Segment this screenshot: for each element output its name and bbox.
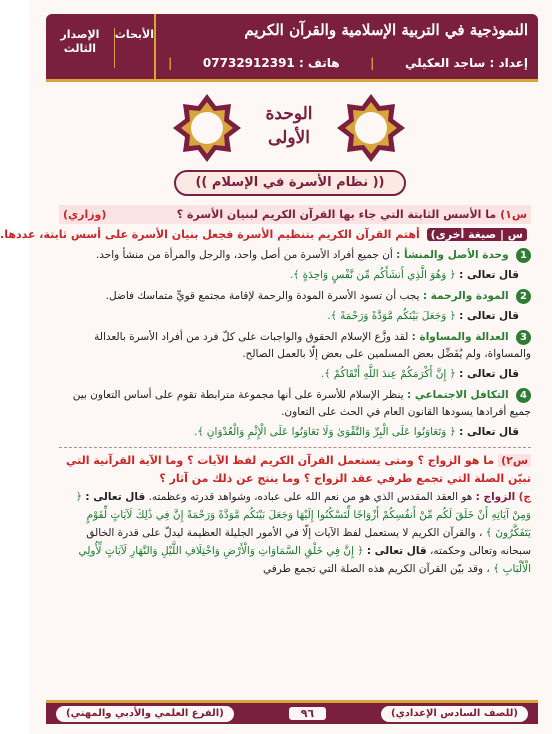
page-footer (46, 700, 538, 724)
unit-title (241, 102, 337, 150)
list-item (59, 387, 531, 421)
section-divider (59, 447, 531, 448)
answer-definition: هو العقد المقدس الذي هو من نعم الله على عباده، وشواهد قدرته وعظمته. (148, 491, 473, 503)
page-number: ٩٦ (289, 707, 326, 720)
question-1-text: ما الأسس الثابتة التي جاء بها القرآن الكريم لبنيان الأسرة ؟ (176, 208, 497, 221)
verse-text: ﴿ وَهُوَ الَّذِي أَنشَأَكُم مِّن نَّفْسٍ وَاحِدَةٍ ﴾. (289, 269, 456, 281)
item-number: 1 (516, 248, 531, 263)
header-main (156, 14, 538, 82)
list-item (59, 247, 531, 264)
question-2-text: ما هو الزواج ؟ ومتى يستعمل القرآن الكريم لفظ الآيات ؟ وما الآية القرآنية التي تبيّن الصلة التي تجمع طرفي عقد الزواج ؟ وما ينتج عن ذلك من آثار ؟ (66, 454, 531, 485)
info-separator: | (370, 56, 375, 70)
answer-middle-text: ، والقرآن الكريم لا يستعمل لفظ الآيات إلّا في الأمور الجليلة العظيمة ليدلّ على قدرة الخالق سبحانه وتعالى وحكمته، (86, 527, 531, 557)
page-header (46, 14, 538, 82)
answer-2 (59, 488, 531, 578)
author-name: إعداد : ساجد العكيلي (404, 56, 528, 70)
verse-label: قال تعالى : (459, 269, 519, 281)
answer-marker: ج) (518, 491, 531, 503)
item-heading: التكافل الاجتماعي : (406, 389, 509, 401)
alternate-label: س | صيغة أخرى) (427, 228, 527, 241)
item-number: 3 (516, 330, 531, 345)
header-side (46, 14, 156, 82)
author-info (168, 52, 528, 74)
item-text: يجب أن تسود الأسرة المودة والرحمة لإقامة مجتمع قويٍّ متماسك فاضل. (105, 290, 420, 302)
verse-label-2: قال تعالى : (366, 545, 427, 557)
question-2-number: س٢) (498, 454, 531, 467)
lesson-title: (( نظام الأسرة في الإسلام )) (174, 170, 406, 196)
verse-text: ﴿ وَجَعَلَ بَيْنَكُم مَّوَدَّةً وَرَحْمَةً ﴾. (327, 310, 456, 322)
alternate-text: أهتم القرآن الكريم بتنظيم الأسرة فجعل بنيان الأسرة على أسس ثابتة، عددها. (0, 228, 420, 241)
verse-label: قال تعالى : (459, 310, 519, 322)
item-text: لقد وزَّع الإسلام الحقوق والواجبات على كلّ فرد من أفراد الأسرة بالعدالة والمساواة، ولم يُفَضِّل بعض المسلمين على بعض إلّا بالعمل الصالح. (94, 331, 531, 360)
medallion-right-icon (335, 92, 407, 164)
verse-line (59, 365, 531, 383)
verse-line (59, 423, 531, 441)
item-number: 4 (516, 388, 531, 403)
verse-line (59, 266, 531, 284)
phone-number: هاتف : 07732912391 (202, 56, 340, 70)
item-text: أن جميع أفراد الأسرة من أصل واحد، والرجل والمرأة من منشأ واحد. (95, 249, 393, 261)
verse-text-2: ﴿ إِنَّ فِي خَلْقِ السَّمَاوَاتِ وَالْأَرْضِ وَاخْتِلَافِ اللَّيْلِ وَالنَّهَارِ لَآيَاتٍ لِّأُولِي الْأَلْبَابِ ﴾ (78, 545, 531, 575)
list-item (59, 329, 531, 363)
item-number: 2 (516, 289, 531, 304)
book-title: النموذجية في التربية الإسلامية والقرآن الكريم (244, 21, 528, 39)
verse-label: قال تعالى : (85, 491, 146, 503)
answer-term: الزواج : (475, 491, 516, 503)
branch-label: (الفرع العلمي والأدبي والمهني) (56, 706, 234, 722)
alternate-question (0, 225, 531, 244)
unit-line-2: الأولى (268, 128, 310, 148)
answer-end-text: ، وقد بيّن القرآن الكريم هذه الصلة التي تجمع طرفي (263, 563, 490, 575)
side-divider (114, 28, 115, 68)
medallion-left-icon (171, 92, 243, 164)
edition-label: الإصدار الثالث (60, 28, 100, 55)
item-heading: العدالة والمساواة : (411, 331, 509, 343)
list-item (59, 288, 531, 305)
grade-label: (للصف السادس الإعدادي) (381, 706, 528, 722)
unit-line-1: الوحدة (265, 104, 313, 124)
item-text: ينظر الإسلام للأسرة على أنها مجموعة مترابطة تقوم على أساس التعاون بين جميع أفرادها يسودها القانون العام في الحث على التعاون. (72, 389, 531, 418)
verse-text: ﴿ وَمِنْ آيَاتِهِ أَنْ خَلَقَ لَكُم مِّنْ أَنفُسِكُمْ أَزْوَاجًا لِّتَسْكُنُوا إِلَيْهَا وَجَعَلَ بَيْنَكُم مَّوَدَّةً وَرَحْمَةً إِنَّ فِي ذَٰلِكَ لَآيَاتٍ لِّقَوْمٍ يَتَفَكَّرُونَ ﴾ (75, 491, 531, 539)
verse-label: قال تعالى : (459, 426, 519, 438)
ministerial-tag: (وزاري) (63, 208, 107, 221)
question-1-number: س١) (500, 208, 527, 221)
question-2 (59, 452, 531, 488)
unit-heading (159, 92, 419, 168)
verse-text: ﴿ إِنَّ أَكْرَمَكُمْ عِندَ اللَّهِ أَتْقَاكُمْ ﴾. (320, 368, 456, 380)
verse-text: ﴿ وَتَعَاوَنُوا عَلَى الْبِرِّ وَالتَّقْوَىٰ وَلَا تَعَاوَنُوا عَلَى الْإِثْمِ وَالْعُدْوَانِ ﴾. (193, 426, 456, 438)
question-1 (59, 205, 531, 224)
verse-label: قال تعالى : (459, 368, 519, 380)
side-label: الأبحاث (114, 28, 154, 41)
verse-line (59, 307, 531, 325)
main-content (0, 205, 531, 578)
item-heading: وحدة الأصل والمنشأ : (396, 249, 509, 261)
info-separator-2: | (168, 56, 173, 70)
item-heading: المودة والرحمة : (422, 290, 509, 302)
